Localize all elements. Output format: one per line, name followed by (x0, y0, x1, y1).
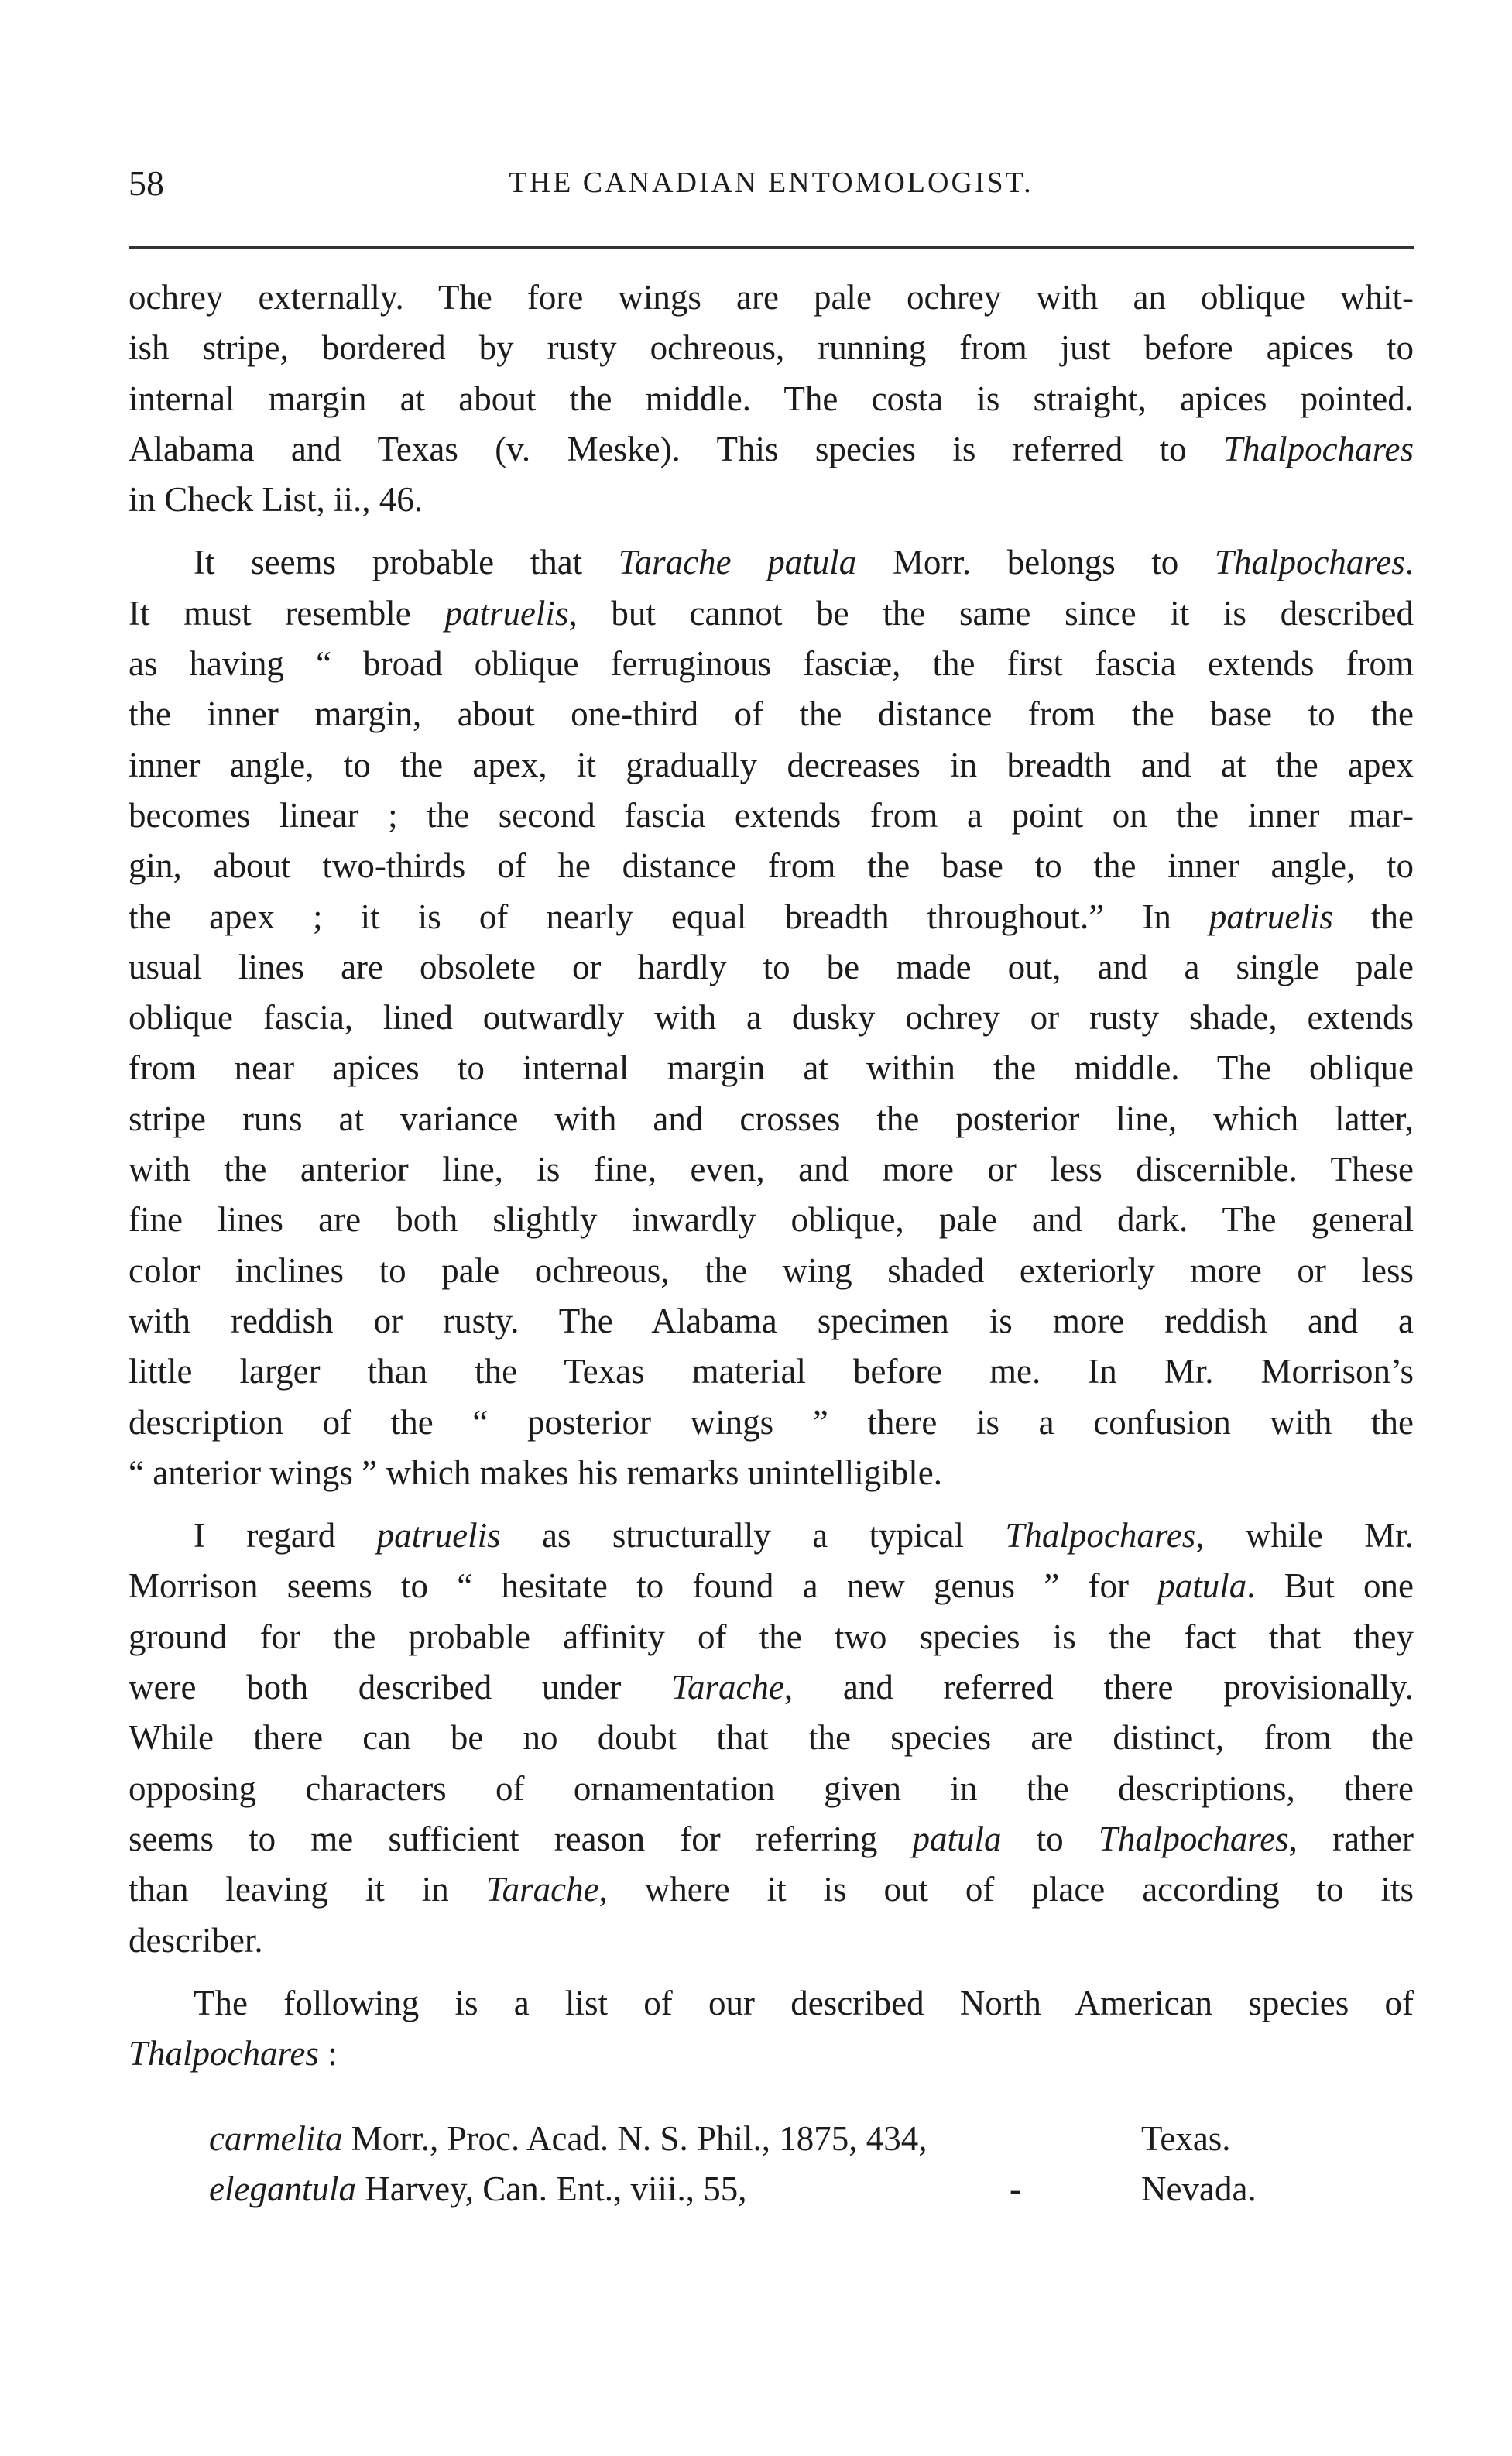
text-line: seems to me sufficient reason for referring patula to Thalpochares, rather (129, 1819, 1414, 1858)
text-line: description of the “ posterior wings ” there is a confusion with the (129, 1402, 1414, 1442)
species-name: elegantula (209, 2170, 356, 2208)
text-line: from near apices to internal margin at within the middle. The oblique (129, 1048, 1414, 1088)
text-line: Alabama and Texas (v. Meske). This species is referred to Thalpochares (129, 429, 1414, 468)
text-line: color inclines to pale ochreous, the wing shaded exteriorly more or less (129, 1250, 1414, 1290)
leader-dash: - (1010, 2170, 1021, 2208)
text-line: Thalpochares : (129, 2034, 338, 2074)
paragraph-gap (129, 1966, 1414, 1978)
body-text (129, 273, 1414, 2079)
text-line: stripe runs at variance with and crosses the posterior line, which latter, (129, 1099, 1414, 1138)
species-entry (129, 2114, 1414, 2164)
page-header (129, 163, 1414, 209)
text-line: gin, about two-thirds of he distance from the base to the inner angle, to (129, 846, 1414, 886)
text-line: little larger than the Texas material before me. In Mr. Morrison’s (129, 1352, 1414, 1391)
text-line: inner angle, to the apex, it gradually decreases in breadth and at the apex (129, 745, 1414, 784)
text-line: opposing characters of ornamentation given in the descriptions, there (129, 1768, 1414, 1808)
text-line: usual lines are obsolete or hardly to be made out, and a single pale (129, 947, 1414, 986)
text-line: as having “ broad oblique ferruginous fasciæ, the first fascia extends from (129, 644, 1414, 684)
text-line: “ anterior wings ” which makes his remarks unintelligible. (129, 1453, 942, 1492)
running-title: THE CANADIAN ENTOMOLOGIST. (509, 166, 1034, 199)
species-citation (209, 2114, 927, 2164)
text-line: describer. (129, 1920, 263, 1960)
species-list (129, 2114, 1414, 2214)
species-locality: Nevada. (1141, 2170, 1257, 2208)
text-line: internal margin at about the middle. The costa is straight, apices pointed. (129, 379, 1414, 418)
text-line: The following is a list of our described North American species of (194, 1983, 1414, 2022)
text-line: becomes linear ; the second fascia extends from a point on the inner mar- (129, 795, 1414, 835)
citation-text: Harvey, Can. Ent., viii., 55, (355, 2170, 747, 2208)
text-line: than leaving it in Tarache, where it is out of place according to its (129, 1870, 1414, 1909)
species-name: carmelita (209, 2119, 343, 2158)
header-rule (129, 246, 1414, 249)
text-line: were both described under Tarache, and referred there provisionally. (129, 1668, 1414, 1707)
text-line: oblique fascia, lined outwardly with a dusky ochrey or rusty shade, extends (129, 998, 1414, 1038)
text-line: ochrey externally. The fore wings are pale ochrey with an oblique whit- (129, 278, 1414, 317)
text-line: Morrison seems to “ hesitate to found a new genus ” for patula. But one (129, 1566, 1414, 1606)
species-citation (209, 2164, 746, 2214)
text-line: It must resemble patruelis, but cannot be the same since it is described (129, 593, 1414, 633)
citation-text: Morr., Proc. Acad. N. S. Phil., 1875, 434, (342, 2119, 927, 2158)
paragraph-gap (129, 525, 1414, 537)
text-line: I regard patruelis as structurally a typical Thalpochares, while Mr. (194, 1516, 1414, 1556)
text-line: in Check List, ii., 46. (129, 480, 423, 520)
text-line: ish stripe, bordered by rusty ochreous, running from just before apices to (129, 328, 1414, 368)
text-line: fine lines are both slightly inwardly oblique, pale and dark. The general (129, 1200, 1414, 1240)
text-line: with the anterior line, is fine, even, and more or less discernible. These (129, 1150, 1414, 1189)
paragraph-gap (129, 1498, 1414, 1511)
text-line: ground for the probable affinity of the two species is the fact that they (129, 1617, 1414, 1656)
species-entry (129, 2164, 1414, 2214)
text-line: It seems probable that Tarache patula Morr. belongs to Thalpochares. (194, 543, 1414, 582)
species-locality: Texas. (1141, 2119, 1231, 2158)
text-line: with reddish or rusty. The Alabama specimen is more reddish and a (129, 1301, 1414, 1340)
text-line: While there can be no doubt that the species are distinct, from the (129, 1718, 1414, 1758)
text-line: the apex ; it is of nearly equal breadth throughout.” In patruelis the (129, 897, 1414, 936)
text-line: the inner margin, about one-third of the distance from the base to the (129, 695, 1414, 734)
page-number: 58 (129, 163, 164, 203)
